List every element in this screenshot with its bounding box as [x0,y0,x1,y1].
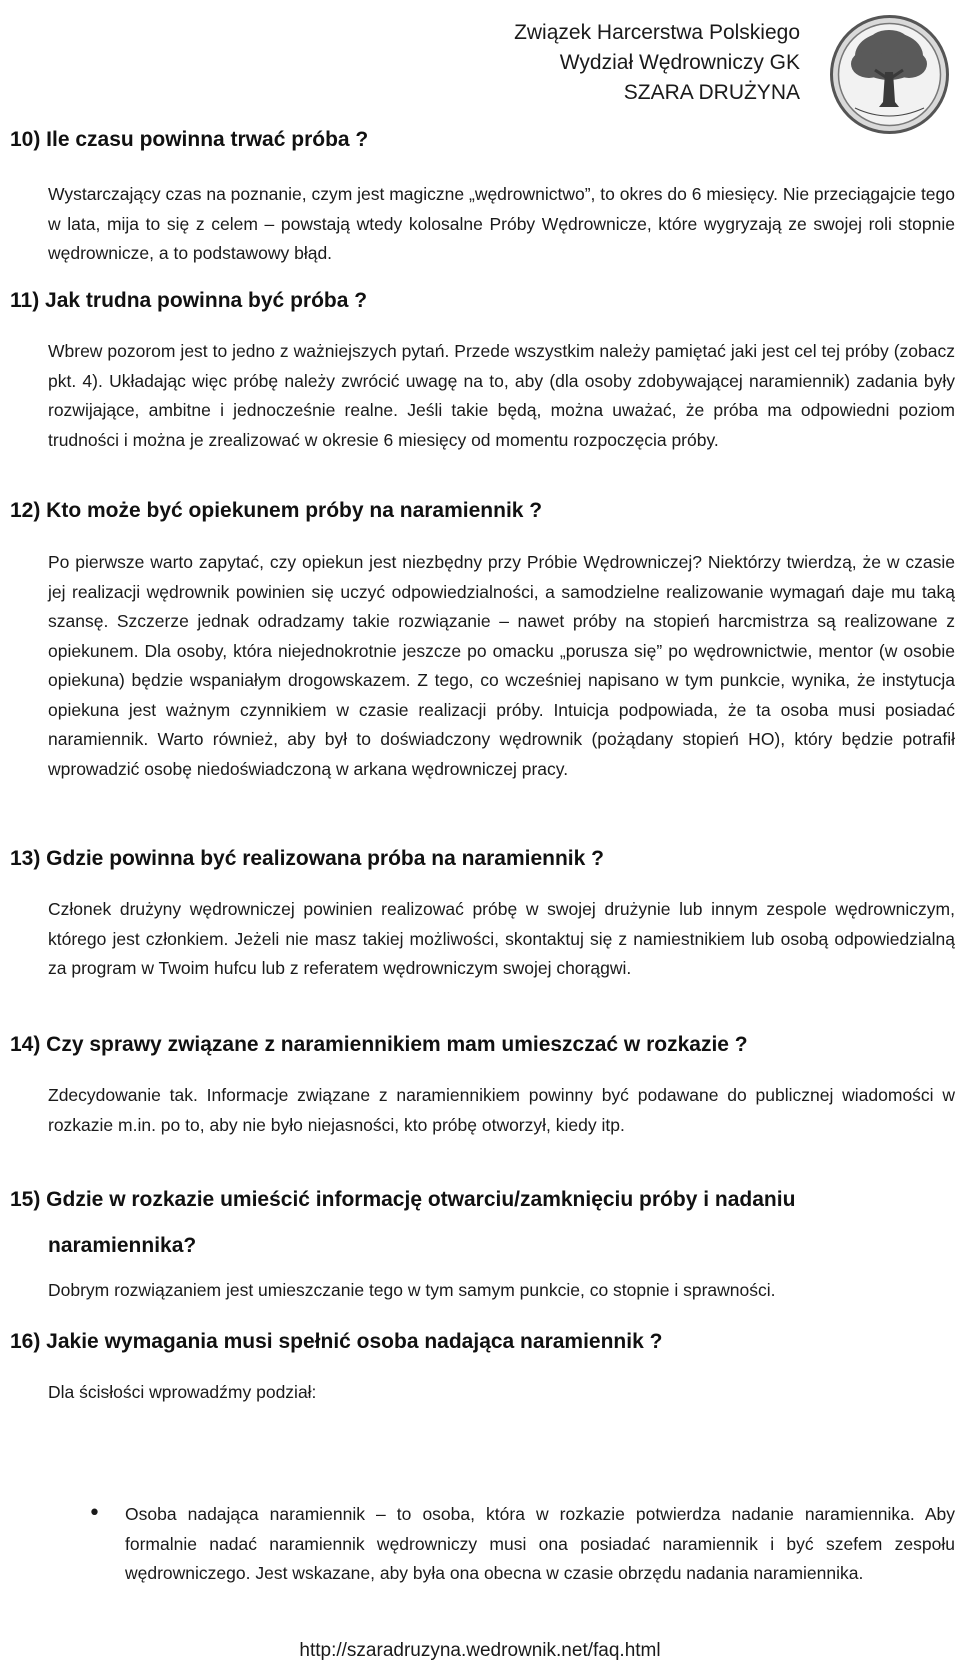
answer-16-bullet-1: Osoba nadająca naramiennik – to osoba, która w rozkazie potwierdza nadanie naramiennika. Aby formalnie nadać naramiennik wędrowniczy musi ona posiadać naramiennik i być szefem zespołu wędrowniczego. Jest wskazane, aby była ona obecna w czasie obrzędu nadania naramiennika. [125,1504,955,1583]
header-org: Związek Harcerstwa Polskiego [514,21,800,44]
answer-10-text: Wystarczający czas na poznanie, czym jest magiczne „wędrownictwo”, to okres do 6 miesięcy. Nie przeciągajcie tego w lata, mija to się z celem – powstają wtedy kolosalne Próby Wędrownicze, które wygryzają ze swojej roli stopnie wędrownicze, a to podstawowy błąd. [48,184,955,263]
question-15-heading-line1: 15) Gdzie w rozkazie umieścić informację otwarciu/zamknięciu próby i nadaniu [10,1188,796,1211]
header-unit: SZARA DRUŻYNA [623,81,800,104]
answer-14-text: Zdecydowanie tak. Informacje związane z naramiennikiem powinny być podawane do publicznej wiadomości w rozkazie m.in. po to, aby nie było niejasności, kto próbę otworzył, kiedy itp. [48,1085,955,1135]
question-11-heading: 11) Jak trudna powinna być próba ? [10,289,368,312]
question-13-heading: 13) Gdzie powinna być realizowana próba na naramiennik ? [10,847,604,870]
question-15-heading [10,1177,910,1269]
tree-logo-icon [827,12,952,137]
answer-12-text: Po pierwsze warto zapytać, czy opiekun jest niezbędny przy Próbie Wędrowniczej? Niektórzy twierdzą, że w czasie jej realizacji wędrownik powinien się uczyć odpowiedzialności, a samodzielne realizowanie wymagań daje mu taką szansę. Szczerze jednak odradzamy takie rozwiązanie – nawet próby na stopień harcmistrza są realizowane z opiekunem. Dla osoby, która niejednokrotnie jeszcze po omacku „porusza się” po wędrownictwie, mentor (w osobie opiekuna) będzie wspaniałym drogowskazem. Z tego, co wcześniej napisano w tym punkcie, wynika, że instytucja opiekuna jest ważnym czynnikiem w czasie realizacji próby. Intuicja podpowiada, że ta osoba musi posiadać naramiennik. Warto również, aby był to doświadczony wędrownik (pożądany stopień HO), który będzie potrafił wprowadzić osobę niedoświadczoną w arkana wędrowniczej pracy. [48,552,955,779]
question-16-heading: 16) Jakie wymagania musi spełnić osoba nadająca naramiennik ? [10,1330,663,1353]
question-14-heading: 14) Czy sprawy związane z naramiennikiem mam umieszczać w rozkazie ? [10,1033,748,1056]
header-dept: Wydział Wędrowniczy GK [559,51,800,74]
answer-11-text: Wbrew pozorom jest to jedno z ważniejszych pytań. Przede wszystkim należy pamiętać jaki jest cel tej próby (zobacz pkt. 4). Układając więc próbę należy zwrócić uwagę na to, aby (dla osoby zdobywającej naramiennik) zadania były rozwijające, ambitne i jednocześnie realne. Jeśli takie będą, można uważać, że próba ma odpowiedni poziom trudności i można je zrealizować w okresie 6 miesięcy od momentu rozpoczęcia próby. [48,341,955,450]
question-15-heading-line2: naramiennika? [48,1234,197,1257]
bullet-icon: • [88,1501,101,1526]
question-10-heading: 10) Ile czasu powinna trwać próba ? [10,128,369,151]
footer-url: http://szaradruzyna.wedrownik.net/faq.html [299,1640,661,1661]
question-12-heading: 12) Kto może być opiekunem próby na naramiennik ? [10,499,543,522]
answer-15-text: Dobrym rozwiązaniem jest umieszczanie tego w tym samym punkcie, co stopnie i sprawności. [48,1280,776,1300]
page-header [514,18,800,108]
answer-13-text: Członek drużyny wędrowniczej powinien realizować próbę w swojej drużynie lub innym zespole wędrowniczym, którego jest członkiem. Jeżeli nie masz takiej możliwości, skontaktuj się z namiestnikiem lub osobą odpowiedzialną za program w Twoim hufcu lub z referatem wędrowniczym swojej chorągwi. [48,899,955,978]
answer-16-intro: Dla ścisłości wprowadźmy podział: [48,1382,317,1402]
